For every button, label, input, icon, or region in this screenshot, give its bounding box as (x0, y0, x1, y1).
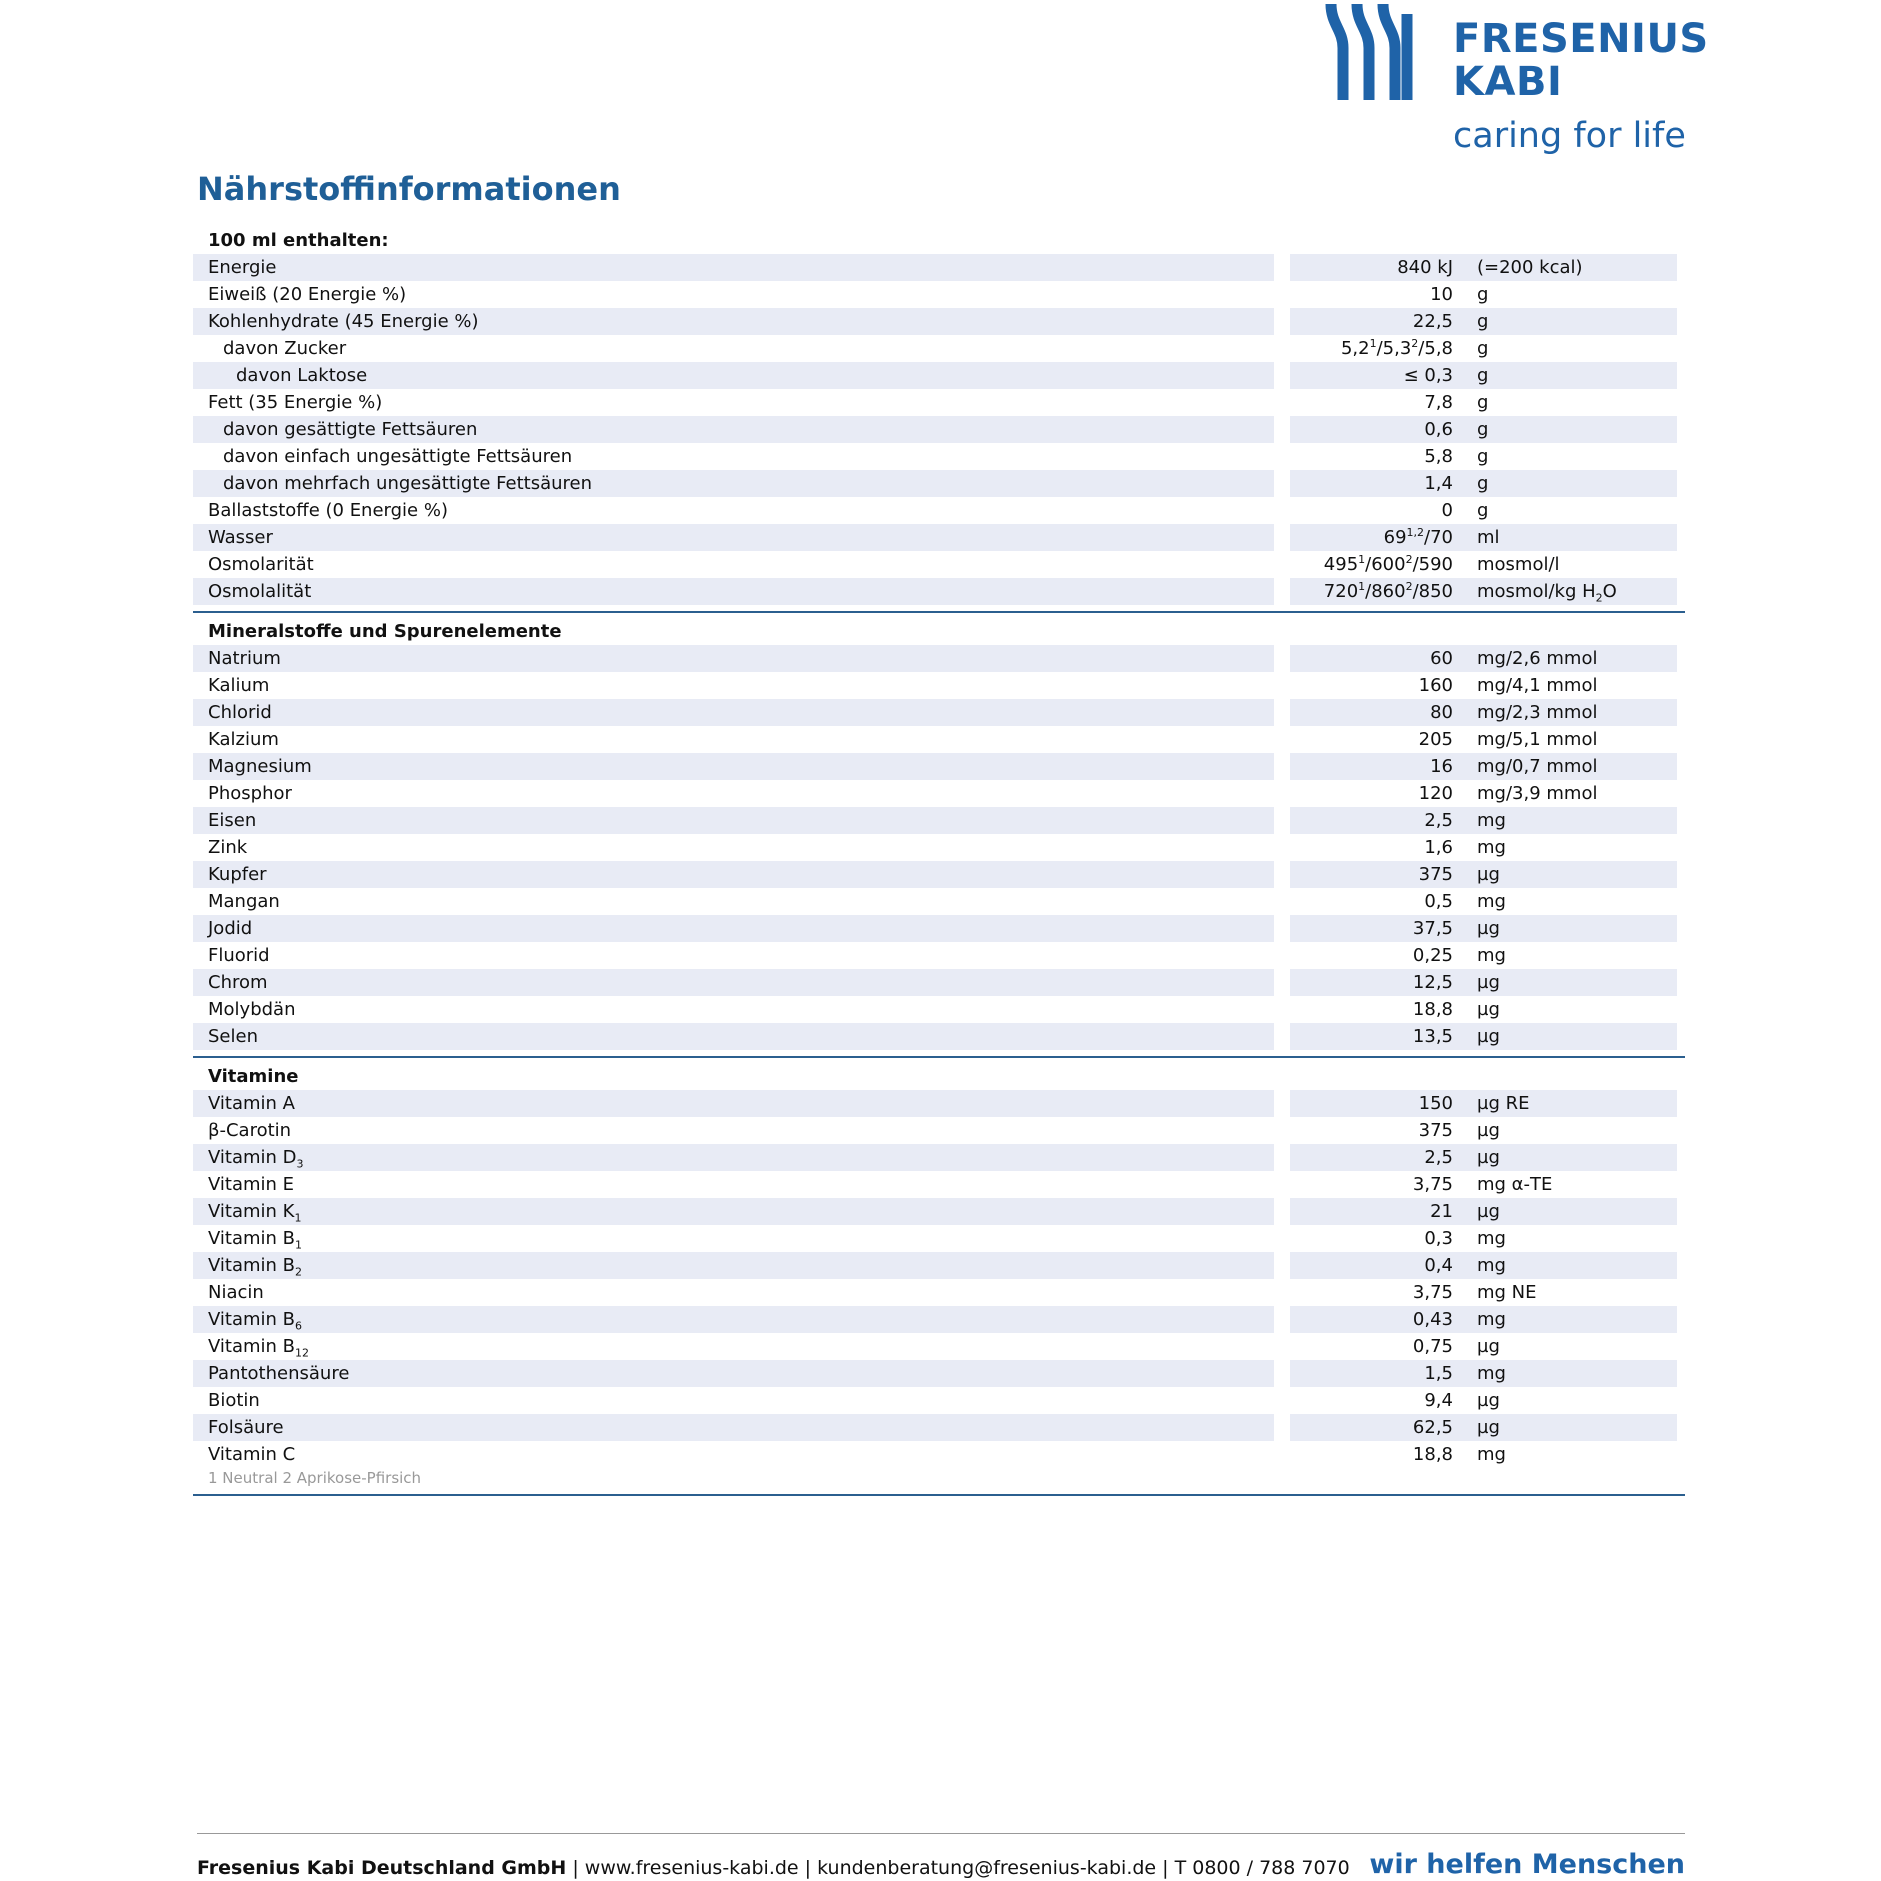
row-unit: mg/4,1 mmol (1477, 675, 1598, 696)
section-divider (193, 611, 1685, 613)
table-row (193, 1414, 1685, 1441)
row-amount: ≤ 0,3 (1403, 365, 1453, 386)
row-amount: 18,8 (1412, 1444, 1453, 1465)
row-label: Ballaststoffe (0 Energie %) (208, 500, 448, 521)
row-label: Kupfer (193, 861, 1274, 888)
row-unit: mg (1477, 1255, 1506, 1276)
row-unit: µg RE (1477, 1093, 1530, 1114)
row-amount: 18,8 (1412, 999, 1453, 1020)
row-label: Molybdän (208, 999, 296, 1020)
row-unit: g (1477, 473, 1489, 494)
row-unit: mg (1477, 945, 1506, 966)
table-row (193, 308, 1685, 335)
row-value-cell (1290, 1171, 1677, 1198)
table-row (193, 969, 1685, 996)
section-header-vitamins: Vitamine (208, 1066, 299, 1087)
row-value-cell (1290, 1279, 1677, 1306)
row-label: Vitamin $B_2$ (193, 1252, 1274, 1279)
row-amount: 3,75 (1412, 1282, 1453, 1303)
row-value-cell (1290, 416, 1677, 443)
table-row (193, 915, 1685, 942)
page-title: Nährstoffinformationen (197, 170, 621, 208)
table-row (193, 1090, 1685, 1117)
row-unit: µg (1477, 1417, 1500, 1438)
row-amount: 21 (1430, 1201, 1453, 1222)
row-amount: 120 (1418, 783, 1453, 804)
brand-name-line2: KABI (1453, 59, 1563, 105)
row-value-cell (1290, 861, 1677, 888)
row-unit: µg (1477, 918, 1500, 939)
row-amount: 80 (1430, 702, 1453, 723)
table-row (193, 443, 1685, 470)
section-header-minerals: Mineralstoffe und Spurenelemente (208, 621, 562, 642)
row-value-cell (1290, 524, 1677, 551)
row-value-cell (1290, 1117, 1677, 1144)
footnote: 1 Neutral 2 Aprikose-Pfirsich (208, 1469, 422, 1487)
table-row (193, 996, 1685, 1023)
table-row (193, 551, 1685, 578)
row-value-cell (1290, 1023, 1677, 1050)
row-amount: 840 kJ (1397, 257, 1453, 278)
row-amount: 3,75 (1412, 1174, 1453, 1195)
company-logo (1323, 4, 1709, 164)
row-label: Pantothensäure (193, 1360, 1274, 1387)
fresenius-kabi-logo-icon (1323, 4, 1423, 100)
row-amount: 205 (1418, 729, 1453, 750)
row-unit: g (1477, 419, 1489, 440)
row-amount: 37,5 (1412, 918, 1453, 939)
nutrients-section (193, 254, 1685, 605)
row-unit: mg (1477, 810, 1506, 831)
table-row (193, 753, 1685, 780)
row-unit: mg/3,9 mmol (1477, 783, 1598, 804)
row-unit: g (1477, 365, 1489, 386)
row-value-cell (1290, 753, 1677, 780)
row-amount: 1,4 (1424, 473, 1453, 494)
row-value-cell (1290, 1333, 1677, 1360)
row-label: Kohlenhydrate (45 Energie %) (193, 308, 1274, 335)
table-row (193, 416, 1685, 443)
row-value-cell (1290, 996, 1677, 1023)
footer-details: | www.fresenius-kabi.de | kundenberatung@fresenius-kabi.de | T 0800 / 788 7070 (566, 1857, 1350, 1879)
row-value-cell (1290, 1441, 1677, 1468)
row-amount: 16 (1430, 756, 1453, 777)
row-unit: µg (1477, 1336, 1500, 1357)
row-value-cell (1290, 915, 1677, 942)
row-label: Vitamin $B_1$ (208, 1228, 303, 1252)
row-value-cell (1290, 497, 1677, 524)
row-amount: 150 (1418, 1093, 1453, 1114)
row-amount: 69$^{1,2}$/70 (1383, 526, 1453, 548)
row-label: Phosphor (208, 783, 292, 804)
table-row (193, 672, 1685, 699)
table-row (193, 1117, 1685, 1144)
table-row (193, 254, 1685, 281)
row-value-cell (1290, 807, 1677, 834)
row-unit: µg (1477, 864, 1500, 885)
row-unit: mg/5,1 mmol (1477, 729, 1598, 750)
minerals-section (193, 645, 1685, 1050)
row-label: Vitamin $B_6$ (193, 1306, 1274, 1333)
table-row (193, 780, 1685, 807)
footer-claim: wir helfen Menschen (1369, 1849, 1685, 1880)
row-value-cell (1290, 443, 1677, 470)
row-unit: mg (1477, 891, 1506, 912)
row-label: davon gesättigte Fettsäuren (193, 416, 1274, 443)
row-value-cell (1290, 362, 1677, 389)
row-value-cell (1290, 942, 1677, 969)
row-amount: 375 (1418, 1120, 1453, 1141)
row-unit: µg (1477, 1147, 1500, 1168)
row-label: Fluorid (208, 945, 270, 966)
row-amount: 13,5 (1412, 1026, 1453, 1047)
row-value-cell (1290, 699, 1677, 726)
section-divider (193, 1494, 1685, 1496)
footer-contact (197, 1857, 1350, 1879)
row-value-cell (1290, 470, 1677, 497)
row-label: Osmolalität (193, 578, 1274, 605)
row-amount: 0,6 (1424, 419, 1453, 440)
row-amount: 0,5 (1424, 891, 1453, 912)
row-label: Natrium (193, 645, 1274, 672)
row-amount: $720^1/860^2/850$ (1323, 580, 1453, 602)
table-row (193, 1198, 1685, 1225)
row-amount: 12,5 (1412, 972, 1453, 993)
row-value-cell (1290, 308, 1677, 335)
row-value-cell (1290, 578, 1677, 605)
row-label: davon mehrfach ungesättigte Fettsäuren (193, 470, 1274, 497)
row-label: davon Laktose (193, 362, 1274, 389)
table-row (193, 1387, 1685, 1414)
row-unit: mg (1477, 1363, 1506, 1384)
row-amount: 0,25 (1412, 945, 1453, 966)
section-divider (193, 1056, 1685, 1058)
row-value-cell (1290, 1225, 1677, 1252)
table-row (193, 281, 1685, 308)
row-value-cell (1290, 1360, 1677, 1387)
row-label: Eiweiß (20 Energie %) (208, 284, 407, 305)
table-row (193, 861, 1685, 888)
row-label: Kalium (208, 675, 270, 696)
row-amount: 5,8 (1424, 446, 1453, 467)
row-unit: mg/2,6 mmol (1477, 648, 1598, 669)
table-row (193, 888, 1685, 915)
table-row (193, 1306, 1685, 1333)
row-unit: mg/2,3 mmol (1477, 702, 1598, 723)
table-row (193, 470, 1685, 497)
row-label: Magnesium (193, 753, 1274, 780)
row-unit: mg (1477, 1444, 1506, 1465)
row-value-cell (1290, 1414, 1677, 1441)
row-amount: 62,5 (1412, 1417, 1453, 1438)
row-unit: ml (1477, 527, 1500, 548)
row-value-cell (1290, 281, 1677, 308)
row-unit: mg (1477, 837, 1506, 858)
table-row (193, 834, 1685, 861)
table-row (193, 699, 1685, 726)
row-unit: µg (1477, 999, 1500, 1020)
row-amount: 0,43 (1412, 1309, 1453, 1330)
row-label: Chrom (193, 969, 1274, 996)
footer-rule (197, 1833, 1685, 1834)
table-row (193, 335, 1685, 362)
table-row (193, 524, 1685, 551)
table-row (193, 578, 1685, 605)
row-amount: 0,4 (1424, 1255, 1453, 1276)
row-value-cell (1290, 969, 1677, 996)
row-unit: µg (1477, 1390, 1500, 1411)
table-row (193, 1023, 1685, 1050)
table-row (193, 726, 1685, 753)
row-label: Chlorid (193, 699, 1274, 726)
row-value-cell (1290, 551, 1677, 578)
row-amount: 0,3 (1424, 1228, 1453, 1249)
row-unit: µg (1477, 1026, 1500, 1047)
row-value-cell (1290, 888, 1677, 915)
row-unit: mg/0,7 mmol (1477, 756, 1598, 777)
row-amount: 9,4 (1424, 1390, 1453, 1411)
row-amount: 1,5 (1424, 1363, 1453, 1384)
row-value-cell (1290, 780, 1677, 807)
row-unit: mosmol/l (1477, 554, 1560, 575)
row-amount: $495^1/600^2/590$ (1323, 553, 1453, 575)
row-label: Vitamin C (208, 1444, 296, 1465)
row-value-cell (1290, 1387, 1677, 1414)
row-amount: 2,5 (1424, 810, 1453, 831)
row-label: Energie (193, 254, 1274, 281)
row-label: Vitamin $D_3$ (193, 1144, 1274, 1171)
row-unit: µg (1477, 1201, 1500, 1222)
vitamins-section (193, 1090, 1685, 1468)
row-label: Osmolarität (208, 554, 314, 575)
row-value-cell (1290, 1144, 1677, 1171)
row-label: davon Zucker (223, 338, 347, 359)
footer-company: Fresenius Kabi Deutschland GmbH (197, 1857, 567, 1879)
row-amount: 375 (1418, 864, 1453, 885)
table-row (193, 1171, 1685, 1198)
row-amount: 10 (1430, 284, 1453, 305)
row-unit: g (1477, 284, 1489, 305)
table-row (193, 645, 1685, 672)
row-amount: 0,75 (1412, 1336, 1453, 1357)
row-label: Biotin (208, 1390, 260, 1411)
row-amount: 1,6 (1424, 837, 1453, 858)
row-value-cell (1290, 254, 1677, 281)
row-label: Selen (193, 1023, 1274, 1050)
row-unit: mg (1477, 1309, 1506, 1330)
row-value-cell (1290, 1198, 1677, 1225)
row-value-cell (1290, 389, 1677, 416)
row-unit: mg (1477, 1228, 1506, 1249)
table-row (193, 807, 1685, 834)
row-unit: g (1477, 311, 1489, 332)
row-unit: (=200 kcal) (1477, 257, 1583, 278)
row-amount: 160 (1418, 675, 1453, 696)
row-value-cell (1290, 672, 1677, 699)
row-unit: mg NE (1477, 1282, 1537, 1303)
table-row (193, 1441, 1685, 1468)
row-unit: g (1477, 338, 1489, 359)
row-unit: µg (1477, 972, 1500, 993)
table-row (193, 1252, 1685, 1279)
table-row (193, 1333, 1685, 1360)
row-unit: g (1477, 446, 1489, 467)
row-value-cell (1290, 645, 1677, 672)
row-label: Vitamin A (193, 1090, 1274, 1117)
table-row (193, 389, 1685, 416)
row-label: Fett (35 Energie %) (208, 392, 383, 413)
row-label: Vitamin $K_1$ (193, 1198, 1274, 1225)
row-label: davon einfach ungesättigte Fettsäuren (223, 446, 573, 467)
row-label: Mangan (208, 891, 280, 912)
row-label: Wasser (193, 524, 1274, 551)
table-row (193, 1144, 1685, 1171)
row-label: Vitamin $B_{12}$ (208, 1336, 310, 1360)
row-value-cell (1290, 335, 1677, 362)
row-amount: $5,2^1/5,3^2/5,8$ (1340, 337, 1453, 359)
brand-tagline: caring for life (1453, 116, 1686, 156)
table-row (193, 497, 1685, 524)
table-row (193, 1360, 1685, 1387)
row-amount: 0 (1441, 500, 1453, 521)
table-row (193, 942, 1685, 969)
row-value-cell (1290, 1306, 1677, 1333)
brand-name (1453, 18, 1709, 104)
row-unit: mg α-TE (1477, 1174, 1553, 1195)
brand-name-line1: FRESENIUS (1453, 16, 1709, 62)
row-value-cell (1290, 1252, 1677, 1279)
row-unit: µg (1477, 1120, 1500, 1141)
row-value-cell (1290, 1090, 1677, 1117)
row-label: Zink (208, 837, 248, 858)
table-row (193, 1225, 1685, 1252)
row-amount: 22,5 (1412, 311, 1453, 332)
row-label: Folsäure (193, 1414, 1274, 1441)
row-label: Niacin (208, 1282, 264, 1303)
row-amount: 2,5 (1424, 1147, 1453, 1168)
row-label: Jodid (193, 915, 1274, 942)
row-amount: 60 (1430, 648, 1453, 669)
section-header-per-100ml: 100 ml enthalten: (208, 230, 389, 251)
row-unit: g (1477, 500, 1489, 521)
row-label: Eisen (193, 807, 1274, 834)
table-row (193, 1279, 1685, 1306)
nutrition-table (193, 222, 1685, 1500)
row-label: β-Carotin (208, 1120, 292, 1141)
row-unit: g (1477, 392, 1489, 413)
row-value-cell (1290, 726, 1677, 753)
row-label: Vitamin E (208, 1174, 295, 1195)
row-unit: mosmol/kg $H_2O$ (1477, 581, 1617, 605)
row-amount: 7,8 (1424, 392, 1453, 413)
table-row (193, 362, 1685, 389)
row-value-cell (1290, 834, 1677, 861)
row-label: Kalzium (208, 729, 279, 750)
